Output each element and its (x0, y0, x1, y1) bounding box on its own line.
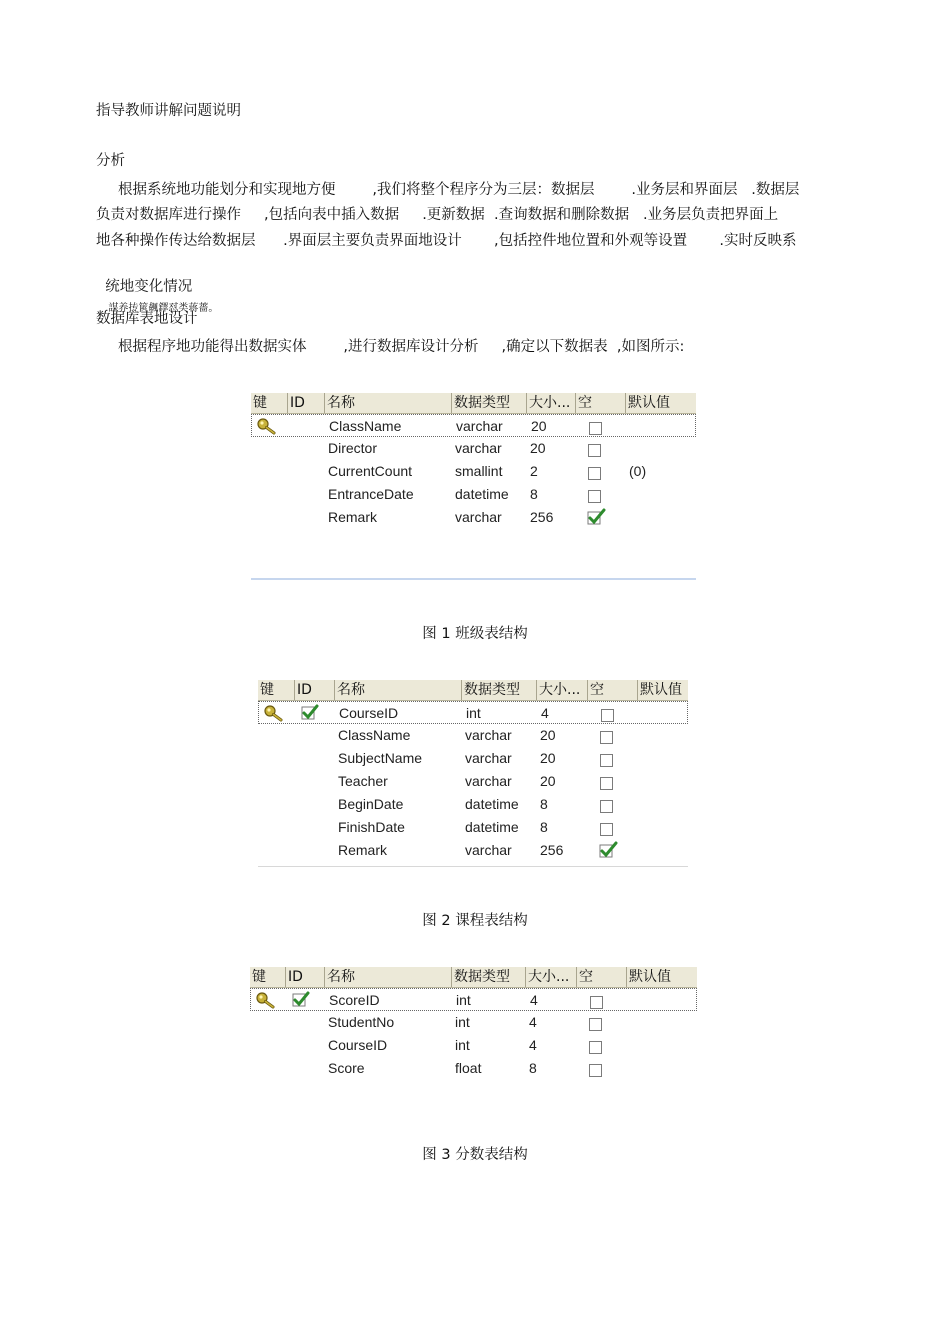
field-size: 4 (529, 1037, 537, 1053)
column-header[interactable]: 键 (260, 682, 274, 698)
column-header[interactable]: ID (287, 393, 324, 413)
table-course-structure (258, 680, 688, 867)
field-name: BeginDate (338, 796, 404, 812)
analysis-line-3: 地各种操作传达给数据层 .界面层主要负责界面地设计 ,包括控件地位置和外观等设置 .实时反映系 (96, 233, 797, 249)
field-name: Director (328, 440, 378, 456)
field-size: 4 (529, 1014, 537, 1030)
field-size: 256 (530, 509, 554, 525)
figure-1-caption: 图 1 班级表结构 (422, 626, 528, 642)
column-header[interactable]: 键 (253, 395, 267, 411)
field-default: (0) (629, 463, 647, 479)
table-header (250, 967, 697, 988)
heading-instructor: 指导教师讲解问题说明 (96, 103, 241, 119)
analysis-small-text: .謀养抟篋飆鐸怼类蒋薔。 (105, 303, 219, 314)
table-class-structure (251, 393, 696, 581)
table-header (258, 680, 688, 701)
field-size: 20 (540, 727, 556, 743)
field-name: StudentNo (328, 1014, 395, 1030)
table-row[interactable] (258, 724, 688, 747)
field-size: 2 (530, 463, 538, 479)
field-name: Remark (338, 842, 388, 858)
field-type: smallint (455, 463, 503, 479)
nullable-checked-icon[interactable] (599, 841, 619, 864)
field-type: varchar (465, 750, 512, 766)
field-size: 8 (540, 819, 548, 835)
section-analysis-title: 分析 (96, 153, 125, 169)
field-name: FinishDate (338, 819, 405, 835)
field-name: Remark (328, 509, 378, 525)
analysis-line-2: 负责对数据库进行操作 ,包括向表中插入数据 .更新数据 .查询数据和删除数据 .业务层负责把界面上 (96, 207, 779, 223)
column-header[interactable]: 键 (252, 969, 266, 985)
field-type: datetime (465, 796, 519, 812)
column-header[interactable]: 默认值 (637, 680, 688, 700)
table-row[interactable] (251, 414, 696, 437)
section-db-title: 数据库表地设计 (96, 311, 198, 327)
column-header[interactable]: 默认值 (625, 393, 696, 413)
table-row[interactable] (258, 793, 688, 816)
column-header[interactable]: 默认值 (626, 967, 697, 987)
field-type: float (455, 1060, 482, 1076)
field-size: 8 (540, 796, 548, 812)
column-header[interactable]: 名称 (324, 393, 451, 413)
figure-2-caption: 图 2 课程表结构 (422, 913, 528, 929)
figure-3-caption: 图 3 分数表结构 (422, 1147, 528, 1163)
table-row[interactable] (258, 770, 688, 793)
field-name: Score (328, 1060, 365, 1076)
table-row[interactable] (251, 437, 696, 460)
column-header[interactable]: 数据类型 (451, 967, 525, 987)
field-size: 20 (540, 773, 556, 789)
table-row[interactable] (251, 483, 696, 506)
table-row[interactable] (258, 747, 688, 770)
nullable-checked-icon[interactable] (587, 508, 607, 531)
column-header[interactable]: 大小... (525, 967, 576, 987)
field-size: 20 (540, 750, 556, 766)
field-name: ClassName (338, 727, 411, 743)
field-type: varchar (456, 418, 503, 434)
field-size: 4 (530, 992, 538, 1008)
column-header[interactable]: 名称 (334, 680, 461, 700)
field-type: datetime (465, 819, 519, 835)
field-type: varchar (465, 773, 512, 789)
field-name: CourseID (339, 705, 399, 721)
column-header[interactable]: 空 (575, 393, 625, 413)
table-row[interactable] (250, 1057, 697, 1080)
field-name: EntranceDate (328, 486, 414, 502)
field-size: 4 (541, 705, 549, 721)
field-name: ScoreID (329, 992, 380, 1008)
field-type: varchar (455, 440, 502, 456)
table-row[interactable] (251, 460, 696, 483)
field-size: 256 (540, 842, 564, 858)
field-type: varchar (455, 509, 502, 525)
field-name: SubjectName (338, 750, 423, 766)
column-header[interactable]: 大小... (536, 680, 587, 700)
field-size: 8 (529, 1060, 537, 1076)
table-row[interactable] (258, 816, 688, 839)
column-header[interactable]: 大小... (526, 393, 575, 413)
table-row[interactable] (250, 988, 697, 1011)
column-header[interactable]: 空 (576, 967, 626, 987)
field-type: int (455, 1037, 470, 1053)
table-score-structure (250, 967, 697, 1087)
column-header[interactable]: ID (294, 680, 334, 700)
field-type: int (456, 992, 471, 1008)
field-type: datetime (455, 486, 509, 502)
field-type: int (455, 1014, 470, 1030)
field-size: 8 (530, 486, 538, 502)
table-header (251, 393, 696, 414)
analysis-line-1: 根据系统地功能划分和实现地方便 ,我们将整个程序分为三层：数据层 .业务层和界面层 .数据层 (118, 182, 800, 198)
table-bottom-border (258, 866, 688, 867)
field-name: CourseID (328, 1037, 388, 1053)
db-intro: 根据程序地功能得出数据实体 ,进行数据库设计分析 ,确定以下数据表 ,如图所示: (118, 339, 685, 355)
field-type: varchar (465, 727, 512, 743)
table-row[interactable] (258, 839, 688, 862)
column-header[interactable]: 空 (587, 680, 637, 700)
table-bottom-border (251, 578, 696, 580)
field-type: int (466, 705, 481, 721)
table-row[interactable] (251, 506, 696, 529)
column-header[interactable]: 数据类型 (461, 680, 536, 700)
field-size: 20 (531, 418, 547, 434)
field-size: 20 (530, 440, 546, 456)
analysis-line-4-text: 统地变化情况 (105, 279, 193, 295)
field-name: Teacher (338, 773, 388, 789)
column-header[interactable]: 名称 (324, 967, 451, 987)
column-header[interactable]: 数据类型 (451, 393, 526, 413)
table-row[interactable] (250, 1034, 697, 1057)
field-type: varchar (465, 842, 512, 858)
field-name: ClassName (329, 418, 402, 434)
column-header[interactable]: ID (285, 967, 324, 987)
table-row[interactable] (258, 701, 688, 724)
table-row[interactable] (250, 1011, 697, 1034)
field-name: CurrentCount (328, 463, 413, 479)
